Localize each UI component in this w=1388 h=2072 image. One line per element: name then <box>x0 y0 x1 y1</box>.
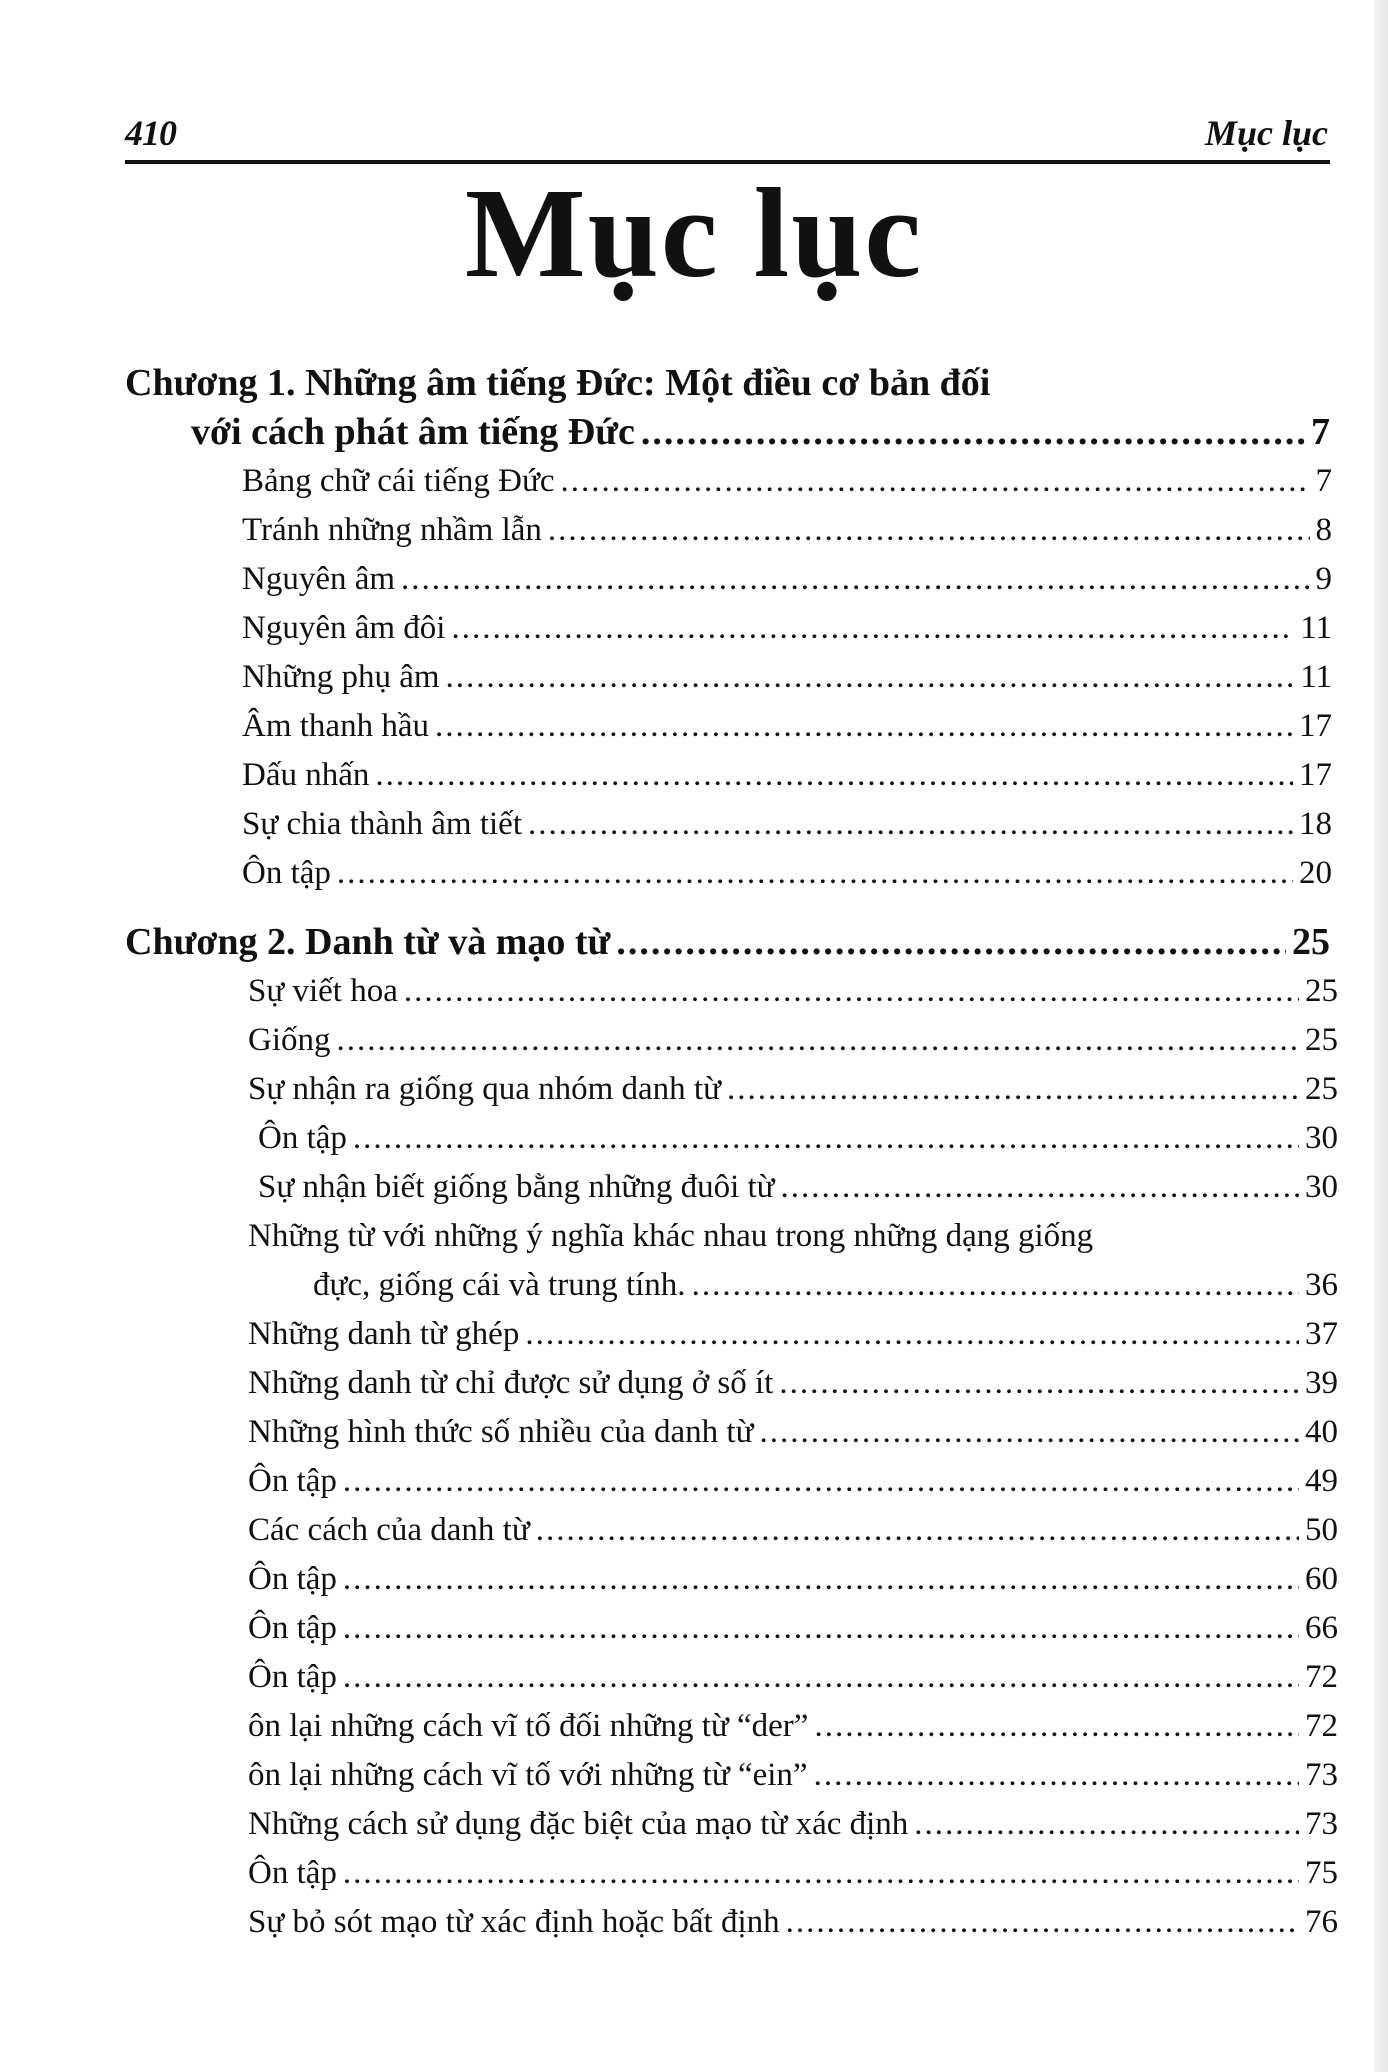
dot-leader <box>343 1457 1299 1506</box>
toc-entry-text: Những phụ âm <box>242 659 440 695</box>
toc-entry <box>0 1016 1388 1065</box>
dot-leader <box>548 506 1310 555</box>
toc-entry-text: Bảng chữ cái tiếng Đức <box>242 463 555 499</box>
toc-entry-text: Âm thanh hầu <box>242 708 429 744</box>
toc-entry-page: 11 <box>1300 610 1332 646</box>
dot-leader <box>760 1408 1300 1457</box>
toc-entry <box>0 653 1388 702</box>
toc-entry-text: Những cách sử dụng đặc biệt của mạo từ xác định <box>248 1806 909 1842</box>
header-page-number: 410 <box>125 113 176 153</box>
header-running-title: Mục lục <box>1204 113 1328 153</box>
toc-entry-text: Ôn tập <box>248 1855 337 1891</box>
toc-entry-cont-text: đực, giống cái và trung tính. <box>313 1267 686 1303</box>
toc-entry <box>0 1310 1388 1359</box>
chapter-heading-text: Chương 1. Những âm tiếng Đức: Một điều cơ bản đối <box>125 362 991 404</box>
toc-entry-text: Sự viết hoa <box>248 973 398 1009</box>
toc-entry <box>0 1114 1388 1163</box>
toc-entry-page: 30 <box>1305 1169 1338 1205</box>
toc-entry-page: 66 <box>1305 1610 1338 1646</box>
toc-entry-text: Những hình thức số nhiều của danh từ <box>248 1414 754 1450</box>
toc-entry <box>0 849 1388 898</box>
toc-entry-text: Những danh từ ghép <box>248 1316 520 1352</box>
toc-entry-page: 7 <box>1315 463 1332 499</box>
toc-entry <box>0 1408 1388 1457</box>
dot-leader <box>343 1849 1299 1898</box>
dot-leader <box>781 1163 1299 1212</box>
toc-entry-text: Sự nhận biết giống bằng những đuôi từ <box>258 1169 775 1205</box>
toc-entry <box>0 1898 1388 1947</box>
dot-leader <box>401 555 1309 604</box>
toc-entry-text: Ôn tập <box>248 1610 337 1646</box>
dot-leader <box>451 604 1294 653</box>
dot-leader <box>337 1016 1300 1065</box>
toc-entry <box>0 506 1388 555</box>
toc-entry <box>0 1800 1388 1849</box>
chapter-heading-cont-text: với cách phát âm tiếng Đức <box>191 411 635 453</box>
dot-leader <box>779 1359 1299 1408</box>
toc-entry-page: 39 <box>1305 1365 1338 1401</box>
dot-leader <box>641 408 1305 457</box>
toc-entry-cont <box>0 1261 1388 1310</box>
toc-entry-text: Dấu nhấn <box>242 757 370 793</box>
toc-entry-page: 30 <box>1305 1120 1338 1156</box>
toc-entry-cont-page: 36 <box>1305 1267 1338 1303</box>
toc-entry-page: 72 <box>1305 1708 1338 1744</box>
dot-leader <box>814 1702 1299 1751</box>
toc-entry-page: 18 <box>1299 806 1332 842</box>
chapter-heading-page: 25 <box>1292 921 1330 963</box>
toc-entry <box>0 1457 1388 1506</box>
dot-leader <box>692 1261 1299 1310</box>
dot-leader <box>353 1114 1299 1163</box>
toc-entry-page: 25 <box>1305 973 1338 1009</box>
toc-entry <box>0 751 1388 800</box>
toc-entry-text: Ôn tập <box>248 1561 337 1597</box>
dot-leader <box>536 1506 1299 1555</box>
toc-entry-text: Các cách của danh từ <box>248 1512 530 1548</box>
toc-entry-text: Ôn tập <box>258 1120 347 1156</box>
toc-entry-text: Ôn tập <box>248 1659 337 1695</box>
toc-entry <box>0 1065 1388 1114</box>
toc-entry-text: Những danh từ chỉ được sử dụng ở số ít <box>248 1365 774 1401</box>
toc-entry-text: Sự nhận ra giống qua nhóm danh từ <box>248 1071 721 1107</box>
toc-entry-page: 25 <box>1305 1071 1338 1107</box>
toc-entry-text: Ôn tập <box>248 1463 337 1499</box>
toc-entry-page: 60 <box>1305 1561 1338 1597</box>
toc-entry-text: Giống <box>248 1022 331 1058</box>
toc-entry-page: 76 <box>1305 1904 1338 1940</box>
chapter-heading-cont <box>0 408 1388 457</box>
dot-leader <box>343 1653 1299 1702</box>
dot-leader <box>914 1800 1299 1849</box>
dot-leader <box>404 967 1299 1016</box>
toc-entry-text: Tránh những nhầm lẫn <box>242 512 542 548</box>
dot-leader <box>343 1555 1299 1604</box>
dot-leader <box>727 1065 1299 1114</box>
toc-entry <box>0 967 1388 1016</box>
toc-entry-page: 17 <box>1299 757 1332 793</box>
toc-entry-text: Nguyên âm <box>242 561 396 597</box>
toc-entry-text: ôn lại những cách vĩ tố đối những từ “der” <box>248 1708 809 1744</box>
dot-leader <box>337 849 1293 898</box>
toc-entry <box>0 1751 1388 1800</box>
toc-entry <box>0 702 1388 751</box>
toc-entry-page: 72 <box>1305 1659 1338 1695</box>
toc-entry-page: 73 <box>1305 1757 1338 1793</box>
toc-entry <box>0 1163 1388 1212</box>
page-title: Mục lục <box>464 162 924 304</box>
dot-leader <box>375 751 1293 800</box>
toc-entry-page: 11 <box>1300 659 1332 695</box>
toc-entry <box>0 1359 1388 1408</box>
dot-leader <box>561 457 1310 506</box>
toc-entry-text: Sự chia thành âm tiết <box>242 806 522 842</box>
toc-entry <box>0 1604 1388 1653</box>
toc-entry-page: 73 <box>1305 1806 1338 1842</box>
chapter-heading <box>0 359 1388 408</box>
dot-leader <box>528 800 1293 849</box>
dot-leader <box>343 1604 1299 1653</box>
toc-entry <box>0 1506 1388 1555</box>
chapter-heading-text: Chương 2. Danh từ và mạo từ <box>125 921 611 963</box>
toc-entry-text: Ôn tập <box>242 855 331 891</box>
dot-leader <box>435 702 1293 751</box>
dot-leader <box>446 653 1295 702</box>
dot-leader <box>525 1310 1299 1359</box>
toc-entry-text: Nguyên âm đôi <box>242 610 446 646</box>
toc-entry-page: 9 <box>1315 561 1332 597</box>
toc-entry-page: 50 <box>1305 1512 1338 1548</box>
toc-entry <box>0 1702 1388 1751</box>
table-of-contents <box>0 359 1388 1947</box>
toc-entry-page: 8 <box>1315 512 1332 548</box>
toc-entry-text: Sự bỏ sót mạo từ xác định hoặc bất định <box>248 1904 780 1940</box>
toc-entry <box>0 555 1388 604</box>
toc-entry-page: 49 <box>1305 1463 1338 1499</box>
toc-entry <box>0 457 1388 506</box>
toc-entry-page: 40 <box>1305 1414 1338 1450</box>
toc-entry-text: ôn lại những cách vĩ tố với những từ “ein” <box>248 1757 808 1793</box>
toc-entry-page: 20 <box>1299 855 1332 891</box>
dot-leader <box>814 1751 1299 1800</box>
dot-leader <box>616 918 1286 967</box>
toc-entry <box>0 1555 1388 1604</box>
toc-entry-page: 37 <box>1305 1316 1338 1352</box>
toc-entry-text: Những từ với những ý nghĩa khác nhau trong những dạng giống <box>248 1218 1094 1254</box>
toc-entry-page: 17 <box>1299 708 1332 744</box>
toc-entry <box>0 604 1388 653</box>
toc-entry <box>0 1653 1388 1702</box>
toc-entry <box>0 1212 1388 1261</box>
toc-entry <box>0 1849 1388 1898</box>
chapter-heading <box>0 918 1388 967</box>
toc-entry <box>0 800 1388 849</box>
chapter-heading-cont-page: 7 <box>1311 411 1330 453</box>
toc-entry-page: 25 <box>1305 1022 1338 1058</box>
toc-entry-page: 75 <box>1305 1855 1338 1891</box>
dot-leader <box>786 1898 1299 1947</box>
